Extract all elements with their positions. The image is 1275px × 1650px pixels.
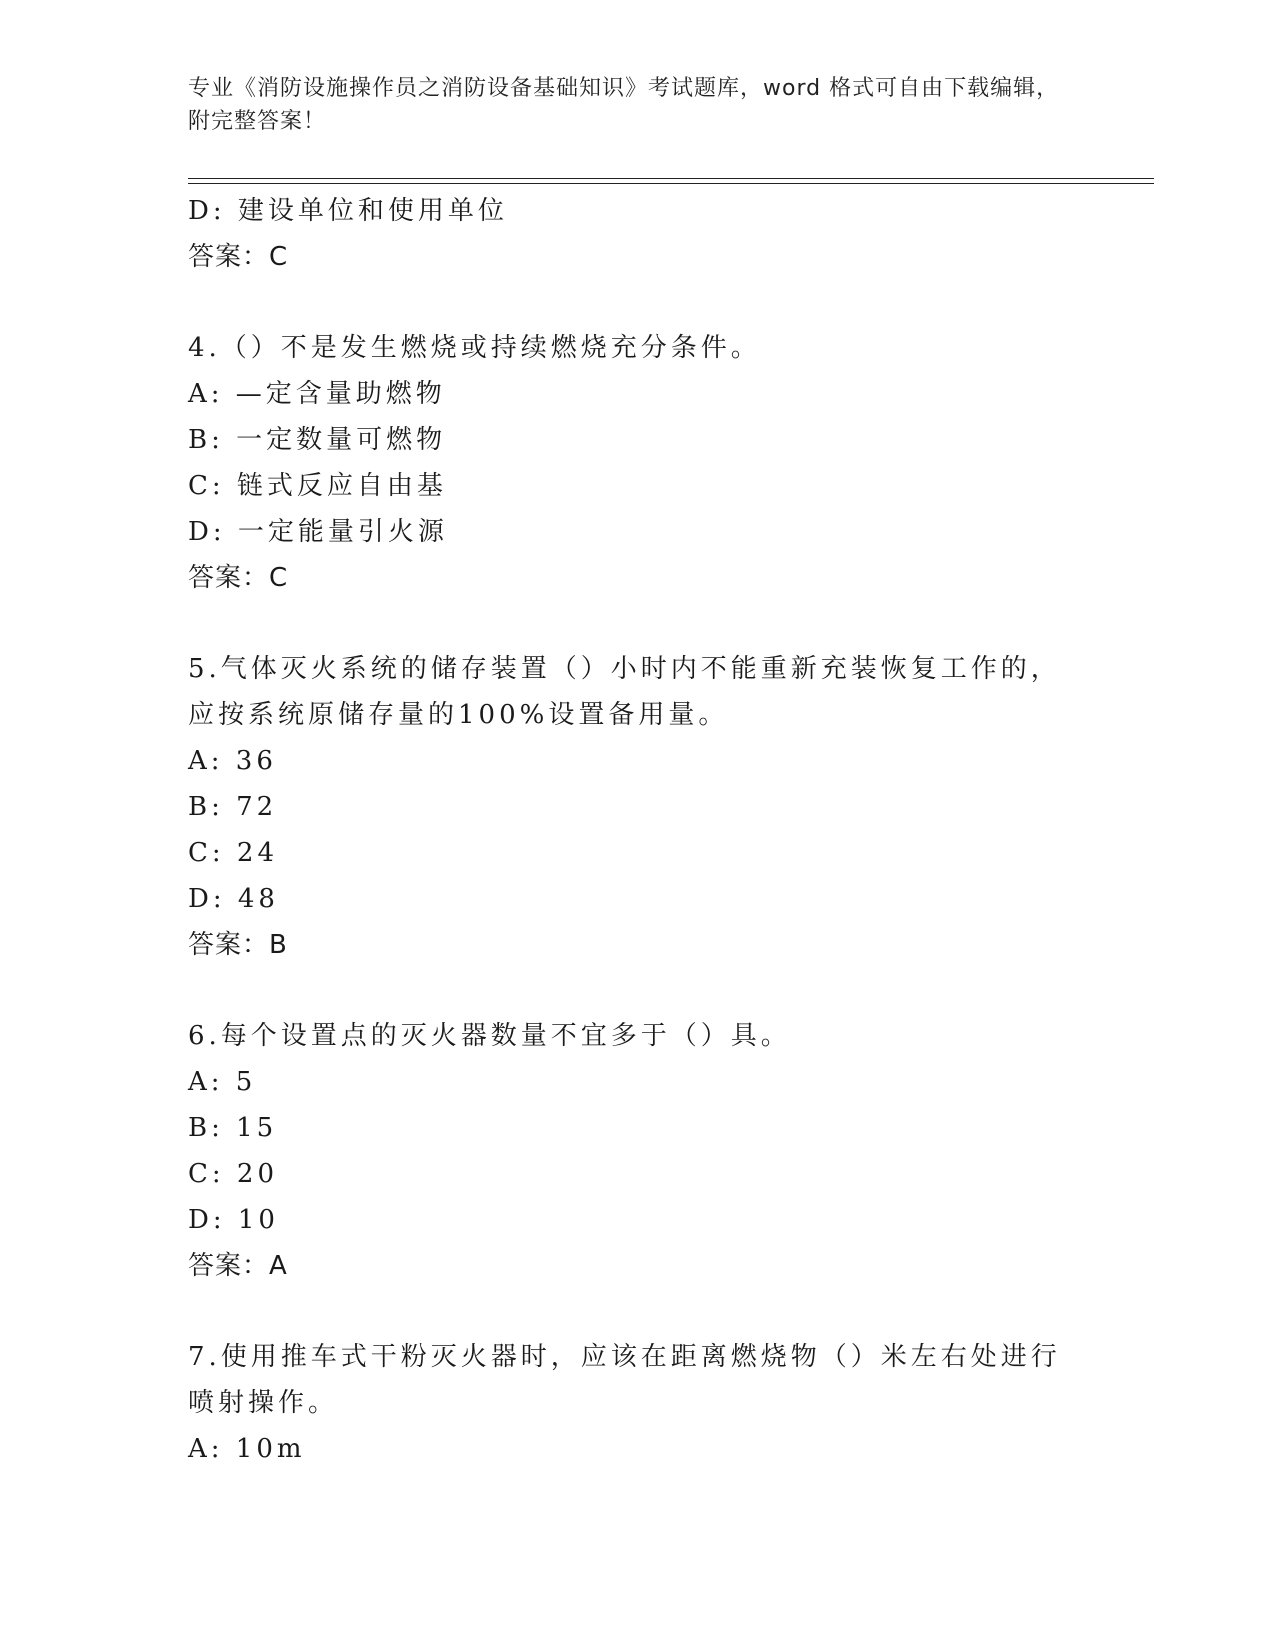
- document-header: 专业《消防设施操作员之消防设备基础知识》考试题库，word 格式可自由下载编辑，附完整答案！: [188, 76, 1060, 134]
- option-d: D: 一定能量引火源: [188, 517, 448, 547]
- question-stem: 7.使用推车式干粉灭火器时，应该在距离燃烧物（）米左右处进行喷射操作。: [188, 1342, 1061, 1418]
- question-6: [188, 1013, 1068, 1289]
- answer-line: 答案：C: [188, 563, 289, 593]
- option-c: C: 链式反应自由基: [188, 471, 447, 501]
- option-a: A: 10m: [188, 1434, 306, 1464]
- header-divider-bottom: [188, 183, 1154, 184]
- question-stem: 4.（）不是发生燃烧或持续燃烧充分条件。: [188, 333, 761, 363]
- option-d: D: 建设单位和使用单位: [188, 196, 508, 226]
- question-4: [188, 325, 1068, 601]
- option-a: A: 5: [188, 1067, 257, 1097]
- question-5: [188, 646, 1068, 968]
- option-a: A: —定含量助燃物: [188, 379, 446, 409]
- answer-line: 答案：B: [188, 930, 288, 960]
- option-b: B: 一定数量可燃物: [188, 425, 447, 455]
- option-b: B: 72: [188, 792, 278, 822]
- question-list: [188, 188, 1068, 1472]
- option-d: D: 10: [188, 1205, 279, 1235]
- question-stem: 5.气体灭火系统的储存装置（）小时内不能重新充装恢复工作的，应按系统原储存量的100%设置备用量。: [188, 654, 1061, 730]
- option-c: C: 20: [188, 1159, 279, 1189]
- answer-line: 答案：C: [188, 242, 289, 272]
- question-7: [188, 1334, 1068, 1472]
- option-d: D: 48: [188, 884, 279, 914]
- header-divider-top: [188, 178, 1154, 179]
- option-a: A: 36: [188, 746, 277, 776]
- question-stem: 6.每个设置点的灭火器数量不宜多于（）具。: [188, 1021, 791, 1051]
- option-b: B: 15: [188, 1113, 278, 1143]
- answer-line: 答案：A: [188, 1251, 288, 1281]
- option-c: C: 24: [188, 838, 279, 868]
